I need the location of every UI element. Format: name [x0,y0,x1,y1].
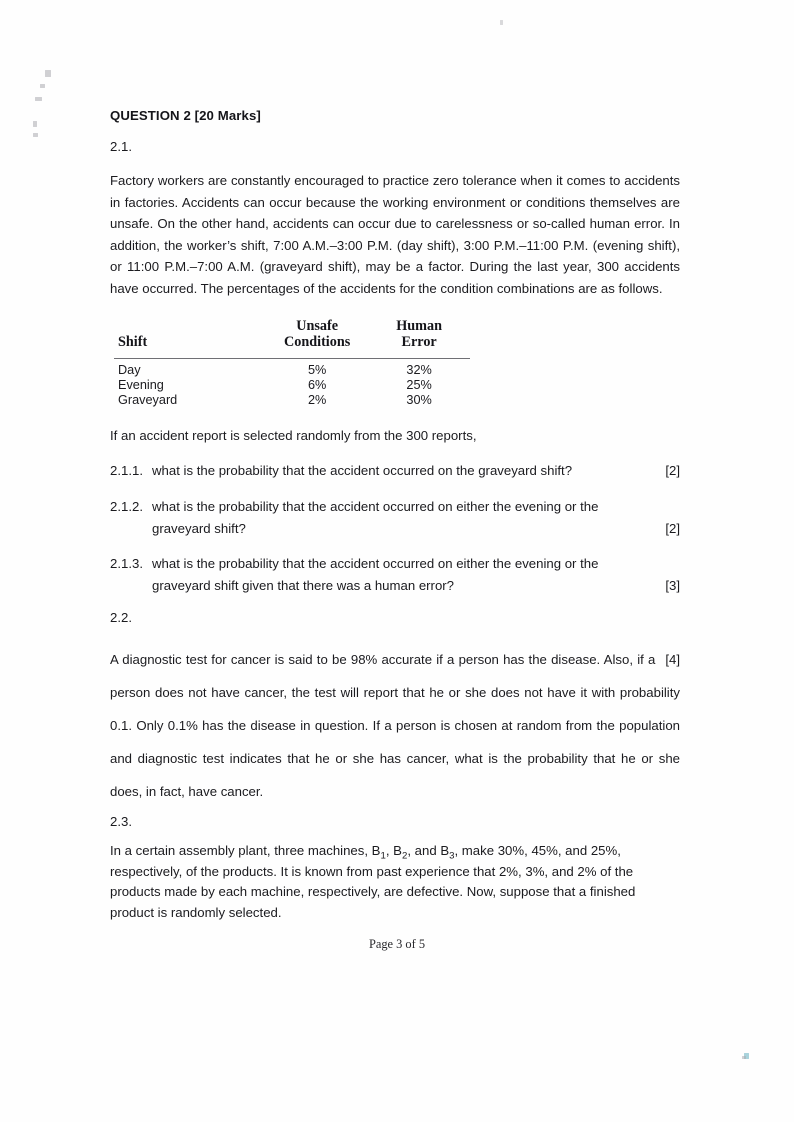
section-2-3-paragraph [110,841,680,923]
section-number-2-3: 2.3. [110,814,132,830]
scan-speckle [33,121,37,127]
sub-question-number: 2.1.1. [110,463,143,479]
marks-badge: [2] [665,463,680,479]
table-body [114,358,470,409]
machine-subscript-3: 3 [449,850,455,862]
table-header-unsafe-conditions [266,318,368,355]
sub-question-text-line1: what is the probability that the accident occurred on the graveyard shift? [152,463,573,479]
section-2-3-text-part2: , B [385,843,402,859]
table-cell-shift: Graveyard [118,393,178,408]
scan-speckle [33,133,38,137]
table-cell-unsafe: 5% [307,362,327,377]
table-cell-human: 25% [406,377,432,392]
table-header-human-error [368,318,470,355]
document-body [110,108,680,937]
sub-question-number: 2.1.3. [110,556,143,572]
table-header-unsafe-conditions-line1: Unsafe [296,317,339,334]
machine-subscript-1: 1 [380,850,386,862]
scan-speckle [35,97,42,101]
table-cell-shift: Evening [118,377,164,392]
table-cell-unsafe: 2% [307,393,327,408]
section-2-3-text-part4: , make 30%, 45%, and 25%, respectively, of the products. It is known from past experience that 2%, 3%, and 2% of the products made by each machine, respectively, are defective. Now, suppose that a finished product is randomly selected. [110,843,636,920]
sub-question-body [152,460,680,482]
table-header-shift: Shift [118,334,148,351]
section-number-2-2: 2.2. [110,610,132,626]
section-2-1-intro-paragraph: Factory workers are constantly encouraged to practice zero tolerance when it comes to accidents in factories. Accidents can occur because the working environment or conditions themselves are unsafe. On the other hand, accidents can occur due to carelessness or so-called human error. In addition, the worker’s shift, 7:00 A.M.–3:00 P.M. (day shift), 3:00 P.M.–11:00 P.M. (evening shift), or 11:00 P.M.–7:00 A.M. (graveyard shift), may be a factor. During the last year, 300 accidents have occurred. The percentages of the accidents for the condition combinations are as follows. [110,173,680,296]
sub-question-body [152,496,680,539]
table-cell-shift: Day [118,362,141,377]
page-footer: Page 3 of 5 [368,937,426,951]
table-header-unsafe-conditions-line2: Conditions [284,334,351,351]
section-2-2-paragraph [110,643,680,808]
table-row [114,378,470,393]
table-row [114,358,470,378]
section-number-2-1: 2.1. [110,139,132,154]
accident-percentages-table-wrapper [114,318,470,409]
table-cell-unsafe: 6% [307,377,327,392]
page-title: QUESTION 2 [20 Marks] [110,108,261,123]
scan-speckle [742,1056,746,1059]
accident-percentages-table [114,318,470,409]
table-cell-human: 30% [406,393,432,408]
sub-question-text-line2: graveyard shift given that there was a human error? [152,577,455,593]
scan-speckle [500,20,503,25]
marks-badge: [2] [665,520,680,536]
sub-question-2-1-3 [110,553,680,596]
sub-question-text-line1: what is the probability that the accident occurred on either the evening or the [152,498,599,514]
section-2-3-text-part1: In a certain assembly plant, three machines, B [110,843,381,859]
sub-question-text-line1: what is the probability that the accident occurred on either the evening or the [152,556,599,572]
machine-subscript-2: 2 [401,850,408,862]
table-row [114,393,470,408]
sub-question-2-1-2 [110,496,680,539]
scan-speckle [45,70,51,77]
table-cell-human: 32% [406,362,432,377]
section-2-2-text: A diagnostic test for cancer is said to be 98% accurate if a person has the disease. Also, if a person does not have cancer, the test will report that he or she does not have it with probability 0.1. Only 0.1% has the disease in question. If a person is chosen at random from the population and diagnostic test indicates that he or she has cancer, what is the probability that he or she does, in fact, have cancer. [110,652,680,800]
sub-question-number: 2.1.2. [110,498,143,514]
sub-question-text-line2: graveyard shift? [152,520,246,536]
marks-badge: [4] [665,652,680,668]
marks-badge: [3] [665,577,680,593]
sub-question-2-1-1 [110,460,680,482]
table-header-human-error-line2: Error [401,334,437,351]
section-2-1-lead-in: If an accident report is selected randomly from the 300 reports, [110,427,477,443]
table-header-human-error-line1: Human [396,317,442,334]
sub-question-body [152,553,680,596]
section-2-3-text-part3: , and B [407,843,450,859]
scan-speckle [40,84,45,88]
